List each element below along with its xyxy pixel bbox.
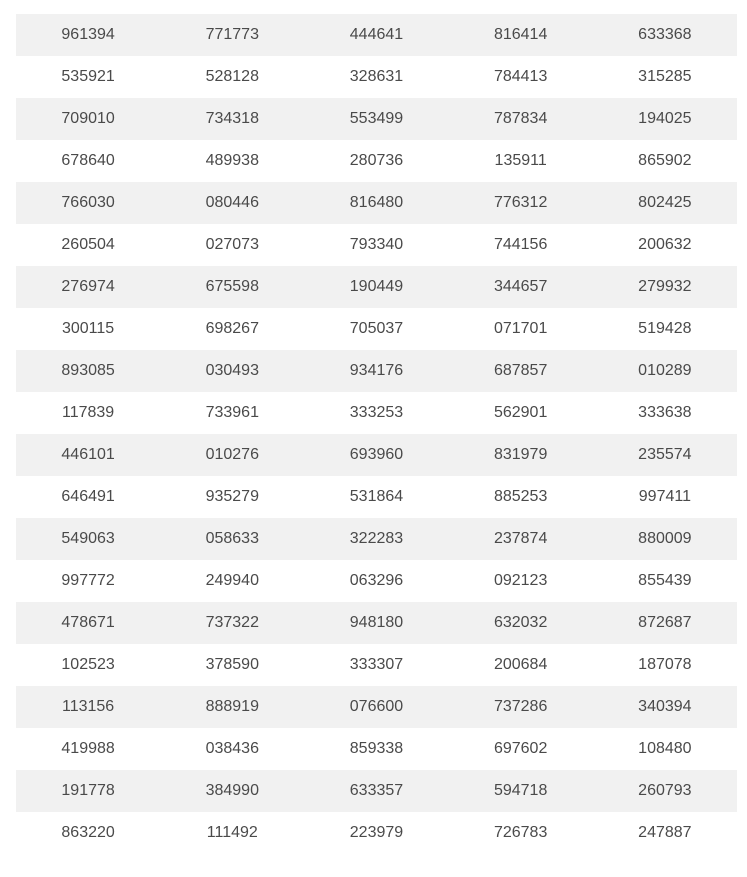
- table-cell: 092123: [493, 572, 548, 589]
- table-cell: 709010: [16, 98, 160, 140]
- table-row: [16, 56, 737, 98]
- table-cell: 865902: [638, 152, 692, 169]
- table-cell: 733961: [205, 404, 259, 421]
- table-cell: 885253: [493, 488, 548, 505]
- table-cell: 117839: [61, 404, 115, 421]
- table-cell: 961394: [16, 14, 160, 56]
- table-cell: 831979: [449, 434, 593, 476]
- table-cell: 328631: [349, 68, 404, 85]
- table-cell: 771773: [160, 14, 304, 56]
- table-body: [16, 14, 737, 854]
- table-cell: 010289: [593, 350, 737, 392]
- table-row: [16, 770, 737, 812]
- table-cell: 187078: [638, 656, 692, 673]
- number-table-container: [16, 14, 737, 854]
- table-cell: 997772: [61, 572, 115, 589]
- number-table: [16, 14, 737, 854]
- table-cell: 737286: [449, 686, 593, 728]
- table-row: [16, 518, 737, 560]
- table-row: [16, 392, 737, 434]
- table-cell: 446101: [16, 434, 160, 476]
- table-cell: 080446: [160, 182, 304, 224]
- table-cell: 855439: [638, 572, 692, 589]
- table-cell: 553499: [304, 98, 448, 140]
- table-row: [16, 434, 737, 476]
- table-cell: 816414: [449, 14, 593, 56]
- table-cell: 333253: [349, 404, 404, 421]
- table-row: [16, 728, 737, 770]
- table-cell: 744156: [493, 236, 548, 253]
- table-cell: 378590: [205, 656, 259, 673]
- table-cell: 478671: [16, 602, 160, 644]
- table-row: [16, 560, 737, 602]
- table-cell: 191778: [16, 770, 160, 812]
- table-cell: 528128: [205, 68, 259, 85]
- table-cell: 594718: [449, 770, 593, 812]
- table-row: [16, 308, 737, 350]
- table-cell: 697602: [493, 740, 548, 757]
- table-cell: 276974: [16, 266, 160, 308]
- table-cell: 776312: [449, 182, 593, 224]
- table-cell: 280736: [349, 152, 404, 169]
- table-cell: 102523: [61, 656, 115, 673]
- table-cell: 108480: [638, 740, 692, 757]
- table-cell: 010276: [160, 434, 304, 476]
- table-cell: 863220: [61, 824, 115, 841]
- table-cell: 030493: [160, 350, 304, 392]
- table-cell: 737322: [160, 602, 304, 644]
- table-cell: 235574: [593, 434, 737, 476]
- table-cell: 190449: [304, 266, 448, 308]
- table-cell: 322283: [304, 518, 448, 560]
- table-cell: 535921: [61, 68, 115, 85]
- table-cell: 260504: [61, 236, 115, 253]
- table-cell: 076600: [304, 686, 448, 728]
- table-cell: 888919: [160, 686, 304, 728]
- table-cell: 519428: [638, 320, 692, 337]
- table-cell: 562901: [493, 404, 548, 421]
- table-cell: 260793: [593, 770, 737, 812]
- table-cell: 633357: [304, 770, 448, 812]
- table-cell: 633368: [593, 14, 737, 56]
- table-row: [16, 644, 737, 686]
- table-cell: 344657: [449, 266, 593, 308]
- table-row: [16, 686, 737, 728]
- table-cell: 784413: [493, 68, 548, 85]
- table-row: [16, 476, 737, 518]
- table-row: [16, 266, 737, 308]
- table-cell: 632032: [449, 602, 593, 644]
- table-cell: 893085: [16, 350, 160, 392]
- table-cell: 935279: [205, 488, 259, 505]
- table-row: [16, 98, 737, 140]
- table-cell: 766030: [16, 182, 160, 224]
- table-cell: 038436: [205, 740, 259, 757]
- table-cell: 063296: [349, 572, 404, 589]
- table-cell: 675598: [160, 266, 304, 308]
- table-cell: 948180: [304, 602, 448, 644]
- table-cell: 531864: [349, 488, 404, 505]
- table-cell: 687857: [449, 350, 593, 392]
- table-cell: 693960: [304, 434, 448, 476]
- table-row: [16, 350, 737, 392]
- table-cell: 111492: [206, 824, 258, 841]
- table-cell: 859338: [349, 740, 404, 757]
- table-cell: 787834: [449, 98, 593, 140]
- table-cell: 200632: [638, 236, 692, 253]
- table-cell: 333638: [638, 404, 692, 421]
- table-cell: 549063: [16, 518, 160, 560]
- table-cell: 279932: [593, 266, 737, 308]
- table-cell: 249940: [205, 572, 259, 589]
- table-cell: 698267: [205, 320, 259, 337]
- table-cell: 705037: [349, 320, 404, 337]
- table-cell: 237874: [449, 518, 593, 560]
- table-row: [16, 812, 737, 854]
- table-cell: 027073: [205, 236, 259, 253]
- table-cell: 247887: [638, 824, 692, 841]
- table-row: [16, 224, 737, 266]
- table-cell: 880009: [593, 518, 737, 560]
- table-cell: 315285: [638, 68, 692, 85]
- table-cell: 194025: [593, 98, 737, 140]
- table-cell: 200684: [493, 656, 548, 673]
- table-row: [16, 182, 737, 224]
- table-cell: 734318: [160, 98, 304, 140]
- table-cell: 300115: [61, 320, 115, 337]
- table-row: [16, 602, 737, 644]
- table-cell: 934176: [304, 350, 448, 392]
- table-cell: 223979: [349, 824, 404, 841]
- table-row: [16, 14, 737, 56]
- table-cell: 333307: [349, 656, 404, 673]
- table-cell: 340394: [593, 686, 737, 728]
- table-cell: 802425: [593, 182, 737, 224]
- table-cell: 726783: [493, 824, 548, 841]
- table-cell: 489938: [205, 152, 259, 169]
- table-cell: 071701: [493, 320, 548, 337]
- table-cell: 135911: [494, 152, 547, 169]
- table-cell: 872687: [593, 602, 737, 644]
- table-cell: 678640: [61, 152, 115, 169]
- table-cell: 444641: [304, 14, 448, 56]
- table-cell: 419988: [61, 740, 115, 757]
- table-cell: 793340: [349, 236, 404, 253]
- table-cell: 816480: [304, 182, 448, 224]
- table-cell: 113156: [16, 686, 160, 728]
- table-cell: 997411: [638, 488, 691, 505]
- table-cell: 646491: [61, 488, 115, 505]
- table-cell: 384990: [160, 770, 304, 812]
- table-row: [16, 140, 737, 182]
- table-cell: 058633: [160, 518, 304, 560]
